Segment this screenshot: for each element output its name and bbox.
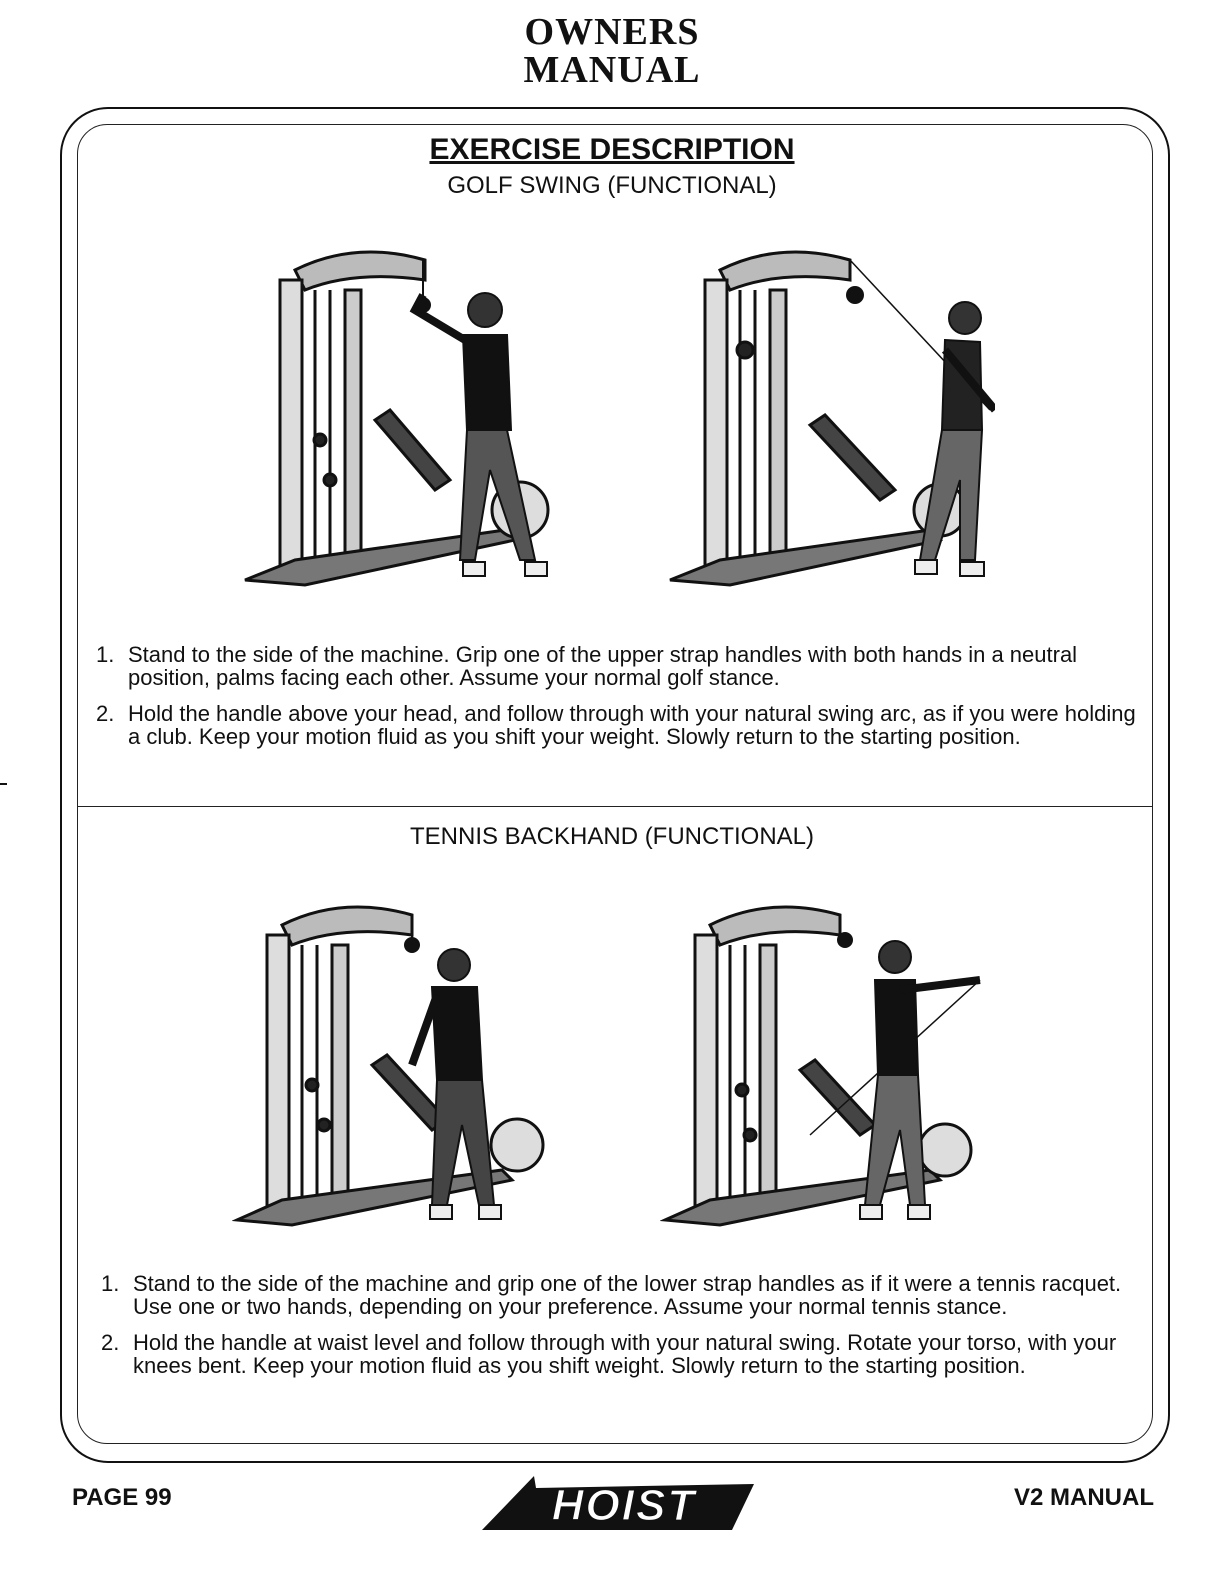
step-text: Stand to the side of the machine and grip one of the lower strap handles as if it were a tennis racquet. Use one or two hands, depending on your preference. Assume your normal tennis stance.	[133, 1271, 1122, 1319]
tennis-step-1	[101, 1272, 1141, 1318]
tennis-subtitle: TENNIS BACKHAND (FUNCTIONAL)	[409, 823, 815, 850]
tennis-step-2	[101, 1331, 1141, 1377]
golf-swing-start-photo	[235, 240, 570, 595]
page-number: PAGE 99	[72, 1484, 172, 1511]
section-divider	[78, 806, 1152, 807]
manual-version: V2 MANUAL	[1013, 1484, 1154, 1511]
step-number: 1.	[101, 1271, 120, 1296]
tennis-backhand-start-photo	[232, 895, 567, 1235]
golf-swing-finish-photo	[660, 240, 995, 595]
step-text: Hold the handle above your head, and follow through with your natural swing arc, as if you were holding a club. Keep your motion fluid as you shift your weight. Slowly return to the starting position.	[128, 701, 1136, 749]
step-number: 2.	[96, 701, 115, 726]
golf-step-2	[96, 702, 1136, 748]
tennis-backhand-finish-photo	[660, 895, 995, 1235]
step-text: Stand to the side of the machine. Grip one of the upper strap handles with both hands in a neutral position, palms facing each other. Assume your normal golf stance.	[128, 642, 1078, 690]
section-title: EXERCISE DESCRIPTION	[429, 133, 795, 166]
svg-text:HOIST: HOIST	[551, 1481, 697, 1530]
golf-subtitle: GOLF SWING (FUNCTIONAL)	[447, 172, 777, 199]
step-text: Hold the handle at waist level and follow through with your natural swing. Rotate your torso, with your knees bent. Keep your motion fluid as you shift weight. Slowly return to the starting position.	[133, 1330, 1117, 1378]
step-number: 1.	[96, 642, 115, 667]
margin-mark	[0, 783, 7, 785]
hoist-logo	[474, 1470, 764, 1542]
header-owners: OWNERS	[524, 11, 700, 53]
header-manual: MANUAL	[523, 49, 701, 91]
golf-steps	[96, 643, 1136, 761]
tennis-steps	[101, 1272, 1141, 1390]
golf-step-1	[96, 643, 1136, 689]
step-number: 2.	[101, 1330, 120, 1355]
